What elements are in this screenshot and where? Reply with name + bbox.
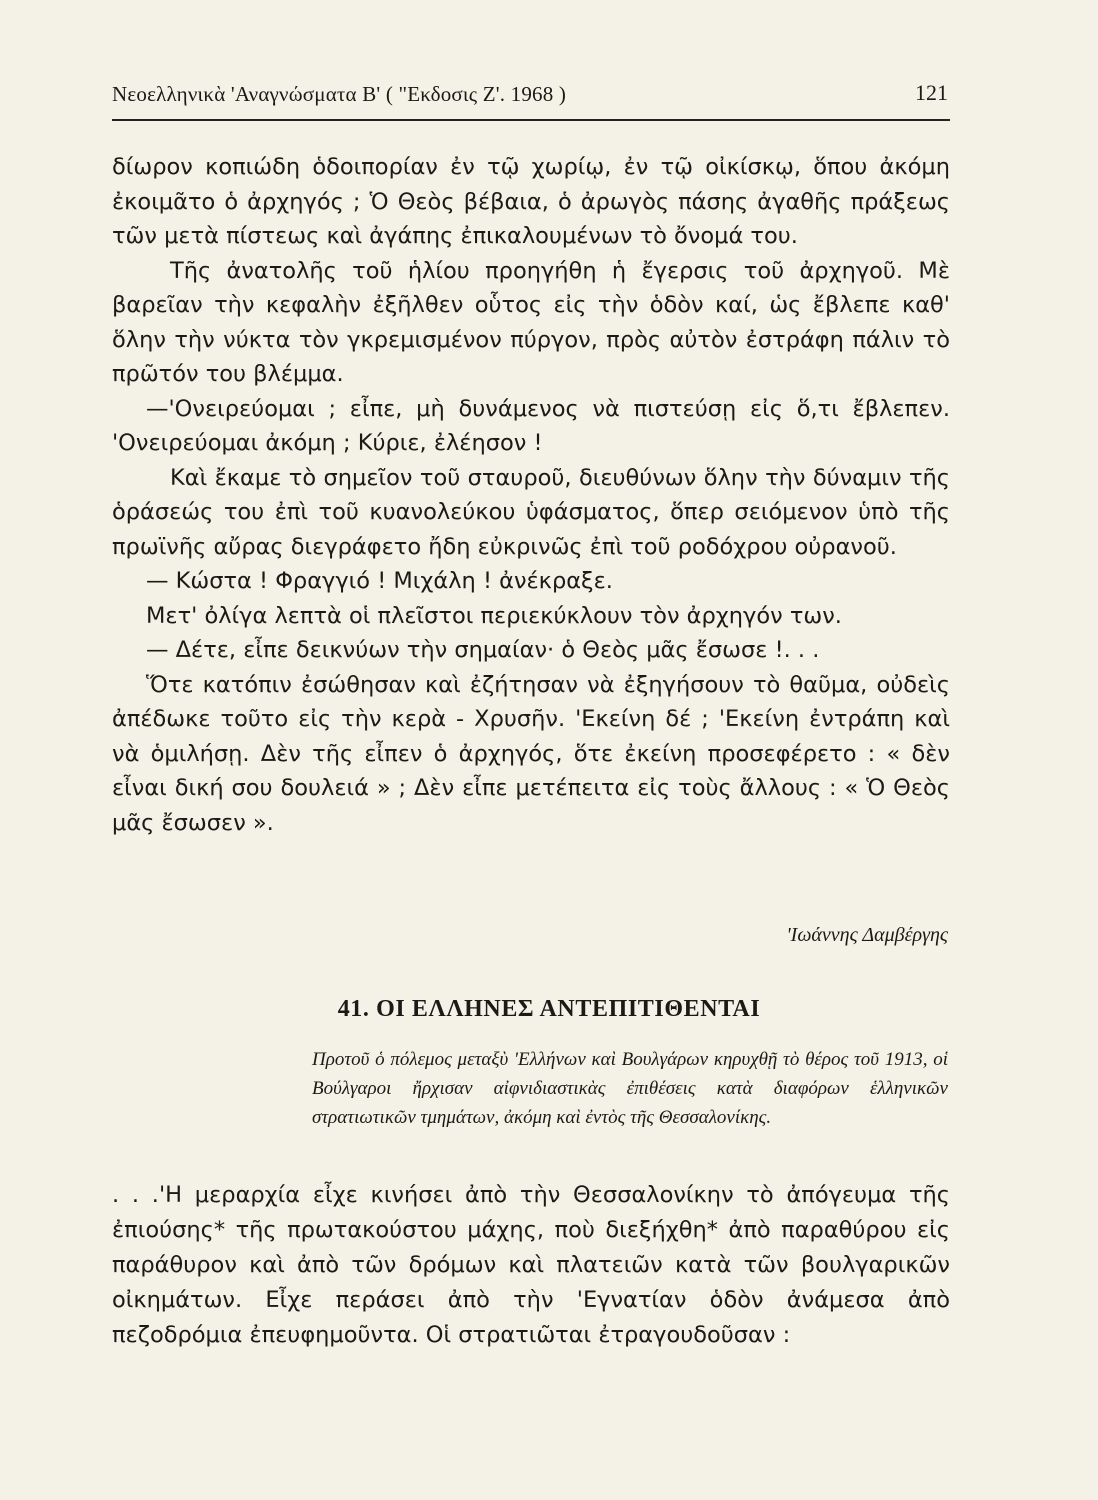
- intro-text: Προτοῦ ὁ πόλεμος μεταξὺ 'Ελλήνων καὶ Βουλγάρων κηρυχθῇ τὸ θέρος τοῦ 1913, οἱ Βούλγαροι ἤρχισαν αἰφνιδιαστικὰς ἐπιθέσεις κατὰ διαφόρων ἑλληνικῶν στρατιωτικῶν τμημάτων, ἀκόμη καὶ ἐντὸς τῆς Θεσσαλονίκης.: [312, 1049, 948, 1128]
- paragraph: —'Ονειρεύομαι ; εἶπε, μὴ δυνάμενος νὰ πιστεύσῃ εἰς ὅ,τι ἔβλεπεν. 'Ονειρεύομαι ἀκόμη ; Κύριε, ἐλέησον !: [112, 395, 950, 456]
- paragraph: Μετ' ὀλίγα λεπτὰ οἱ πλεῖστοι περιεκύκλουν τὸν ἀρχηγόν των.: [146, 602, 842, 629]
- paragraph: Καὶ ἔκαμε τὸ σημεῖον τοῦ σταυροῦ, διευθύνων ὅλην τὴν δύναμιν τῆς ὁράσεώς του ἐπὶ τοῦ κυανολεύκου ὑφάσματος, ὅπερ σειόμενον ὑπὸ τῆς πρωϊνῆς αὔρας διεγράφετο ἤδη εὐκρινῶς ἐπὶ τοῦ ροδόχρου οὐρανοῦ.: [112, 464, 950, 560]
- excerpt-text: . . .'Η μεραρχία εἶχε κινήσει ἀπὸ τὴν Θεσσαλονίκην τὸ ἀπόγευμα τῆς ἐπιούσης* τῆς πρωτακούστου μάχης, ποὺ διεξήχθη* ἀπὸ παραθύρου εἰς παράθυρον καὶ ἀπὸ τῶν δρόμων καὶ πλατειῶν κατὰ τῶν βουλγαρικῶν οἰκημάτων. Εἶχε περάσει ἀπὸ τὴν 'Εγνατίαν ὁδὸν ἀνάμεσα ἀπὸ πεζοδρόμια ἐπευφημοῦντα. Οἱ στρατιῶται ἐτραγουδοῦσαν :: [112, 1182, 950, 1348]
- paragraph: δίωρον κοπιώδη ὁδοιπορίαν ἐν τῷ χωρίῳ, ἐν τῷ οἰκίσκῳ, ὅπου ἀκόμη ἐκοιμᾶτο ὁ ἀρχηγός ; Ὁ Θεὸς βέβαια, ὁ ἀρωγὸς πάσης ἀγαθῆς πράξεως τῶν μετὰ πίστεως καὶ ἀγάπης ἐπικαλουμένων τὸ ὄνομά του.: [112, 154, 950, 249]
- story-text: [112, 150, 950, 840]
- section-excerpt: [112, 1178, 950, 1353]
- page-header: [112, 78, 948, 112]
- paragraph: Ὅτε κατόπιν ἐσώθησαν καὶ ἐζήτησαν νὰ ἐξηγήσουν τὸ θαῦμα, οὐδεὶς ἀπέδωκε τοῦτο εἰς τὴν κερὰ - Χρυσῆν. 'Εκείνη δέ ; 'Εκείνη ἐντράπη καὶ νὰ ὁμιλήσῃ. Δὲν τῆς εἶπεν ὁ ἀρχηγός, ὅτε ἐκείνη προσεφέρετο : « δὲν εἶναι δική σου δουλειά » ; Δὲν εἶπε μετέπειτα εἰς τοὺς ἄλλους : « Ὁ Θεὸς μᾶς ἔσωσεν ».: [112, 671, 950, 836]
- paragraph: Τῆς ἀνατολῆς τοῦ ἡλίου προηγήθη ἡ ἔγερσις τοῦ ἀρχηγοῦ. Μὲ βαρεῖαν τὴν κεφαλὴν ἐξῆλθεν οὗτος εἰς τὴν ὁδὸν καί, ὡς ἔβλεπε καθ' ὅλην τὴν νύκτα τὸν γκρεμισμένον πύργον, πρὸς αὐτὸν ἐστράφη πάλιν τὸ πρῶτόν του βλέμμα.: [112, 257, 950, 387]
- running-head: Νεοελληνικὰ 'Αναγνώσματα Β' ( "Εκδοσις Ζ'. 1968 ): [112, 82, 567, 106]
- page-number: 121: [915, 80, 948, 105]
- section-title: 41. ΟΙ ΕΛΛΗΝΕΣ ΑΝΤΕΠΙΤΙΘΕΝΤΑΙ: [337, 996, 761, 1022]
- author-signature: 'Ιωάννης Δαμβέργης: [786, 924, 948, 946]
- header-rule: [112, 119, 950, 121]
- section-intro: [312, 1045, 948, 1132]
- paragraph: — Δέτε, εἶπε δεικνύων τὴν σημαίαν· ὁ Θεὸς μᾶς ἔσωσε !. . .: [146, 637, 820, 663]
- paragraph: — Κώστα ! Φραγγιό ! Μιχάλη ! ἀνέκραξε.: [146, 568, 613, 594]
